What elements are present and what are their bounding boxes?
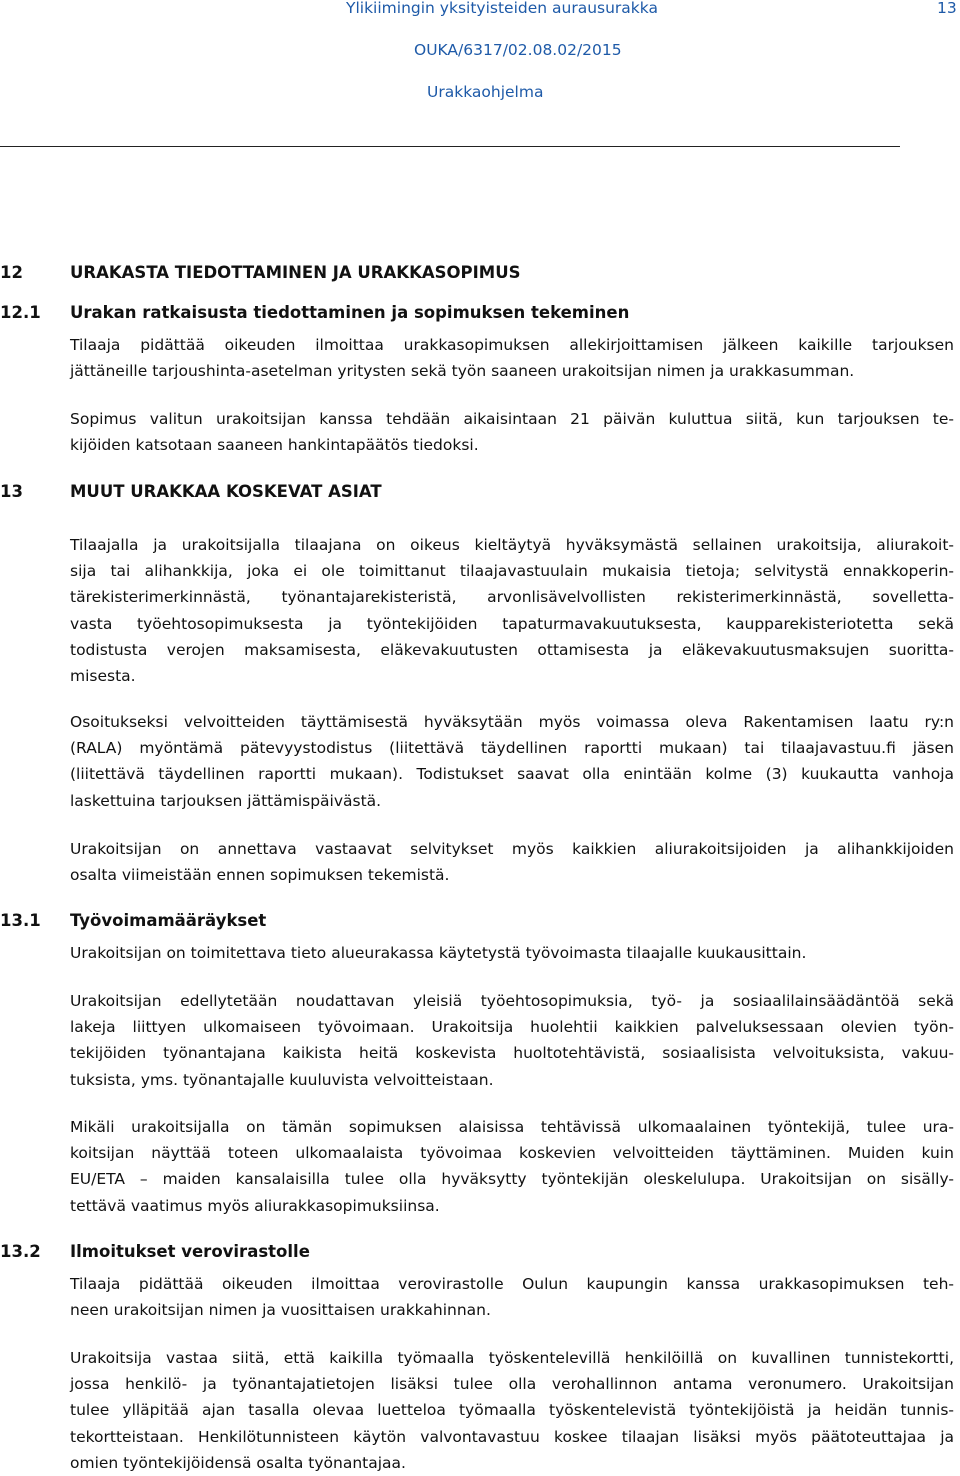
section-number: 13.1: [0, 911, 41, 930]
section-number: 13.2: [0, 1242, 41, 1261]
paragraph-line: vasta työehtosopimuksesta ja työntekijöiden tapaturmavakuutuksesta, kaupparekisteriotetta sekä: [70, 614, 954, 633]
paragraph-line: misesta.: [70, 667, 136, 686]
paragraph-line: Mikäli urakoitsijalla on tämän sopimuksen alaisissa tehtävissä ulkomaalainen työntekijä, tulee ura-: [70, 1118, 954, 1136]
paragraph-line: (liitettävä täydellinen raportti mukaan). Todistukset saavat olla enintään kolme (3) kuukautta vanhoja: [70, 765, 954, 784]
paragraph-13-1-b: [70, 988, 954, 1093]
section-title: URAKASTA TIEDOTTAMINEN JA URAKKASOPIMUS: [70, 263, 521, 282]
paragraph-12-1-b: [70, 406, 954, 458]
paragraph-13-2-a: [70, 1271, 954, 1323]
paragraph-line: kijöiden katsotaan saaneen hankintapäätös tiedoksi.: [70, 436, 479, 455]
paragraph-line: tulee ylläpitää ajan tasalla olevaa luetteloa työmaalla työskentelevistä työntekijöistä ja heidän tunnis-: [70, 1401, 954, 1420]
header-page-number: 13: [937, 0, 957, 17]
paragraph-line: Urakoitsijan on toimitettava tieto alueurakassa käytetystä työvoimasta tilaajalle kuukausittain.: [70, 944, 807, 962]
paragraph-line: omien työntekijöidensä osalta työnantajaa.: [70, 1453, 406, 1472]
paragraph-13-1-a: [70, 940, 954, 966]
paragraph-line: Urakoitsijan edellytetään noudattavan yleisiä työehtosopimuksia, työ- ja sosiaalilainsäädäntöä sekä: [70, 992, 954, 1010]
paragraph-line: Tilaajalla ja urakoitsijalla tilaajana on oikeus kieltäytyä hyväksymästä sellainen urakoitsija, aliurakoit-: [70, 536, 954, 554]
paragraph-line: laskettuina tarjouksen jättämispäivästä.: [70, 791, 382, 810]
paragraph-line: Urakoitsija vastaa siitä, että kaikilla työmaalla työskentelevillä henkilöillä on kuvallinen tunnistekortti,: [70, 1349, 954, 1367]
paragraph-line: tekortteistaan. Henkilötunnisteen käytön valvontavastuu koskee tilaajan lisäksi myös päätoteuttajaa ja: [70, 1427, 954, 1446]
paragraph-line: Sopimus valitun urakoitsijan kanssa tehdään aikaisintaan 21 päivän kuluttua siitä, kun tarjouksen te-: [70, 410, 954, 428]
paragraph-line: Urakoitsijan on annettava vastaavat selvitykset myös kaikkien aliurakoitsijoiden ja alihankkijoiden: [70, 840, 954, 858]
section-number: 12: [0, 263, 23, 282]
paragraph-13-a: [70, 532, 954, 689]
paragraph-13-c: [70, 836, 954, 888]
paragraph-line: jossa henkilö- ja työnantajatietojen lisäksi tulee olla verohallinnon antama veronumero. Urakoitsijan: [70, 1375, 954, 1394]
section-title: Työvoimamääräykset: [70, 911, 267, 930]
section-title: Ilmoitukset verovirastolle: [70, 1242, 310, 1261]
paragraph-line: Tilaaja pidättää oikeuden ilmoittaa urakkasopimuksen allekirjoittamisen jälkeen kaikille tarjouksen: [70, 336, 954, 354]
paragraph-line: lakeja liittyen ulkomaiseen työvoimaan. Urakoitsija huolehtii kaikkien palveluksessaan olevien työn-: [70, 1018, 954, 1037]
paragraph-line: jättäneille tarjoushinta-asetelman yritysten sekä työn saaneen urakoitsijan nimen ja urakkasumman.: [70, 362, 855, 381]
paragraph-13-1-c: [70, 1114, 954, 1219]
section-number: 12.1: [0, 303, 41, 322]
paragraph-line: tettävä vaatimus myös aliurakkasopimuksiinsa.: [70, 1196, 440, 1215]
paragraph-13-2-b: [70, 1345, 954, 1476]
header-reference-number: OUKA/6317/02.08.02/2015: [414, 41, 622, 59]
paragraph-line: tekijöiden työnantajana kaikista heitä koskevista huoltotehtävistä, sosiaalisista velvoituksista, vakuu-: [70, 1044, 954, 1063]
paragraph-12-1-a: [70, 332, 954, 384]
header-divider: [0, 146, 900, 147]
paragraph-line: Tilaaja pidättää oikeuden ilmoittaa verovirastolle Oulun kaupungin kanssa urakkasopimuksen teh-: [70, 1275, 954, 1293]
paragraph-line: todistusta verojen maksamisesta, eläkevakuutusten ottamisesta ja eläkevakuutusmaksujen suoritta-: [70, 640, 954, 659]
paragraph-line: EU/ETA – maiden kansalaisilla tulee olla hyväksytty työntekijän oleskelulupa. Urakoitsijan on sisälly-: [70, 1170, 954, 1189]
paragraph-line: tuksista, yms. työnantajalle kuuluvista velvoitteistaan.: [70, 1070, 494, 1089]
paragraph-line: tärekisterimerkinnästä, työnantajarekisteristä, arvonlisävelvollisten rekisterimerkinnästä, sovelletta-: [70, 588, 954, 607]
paragraph-line: koitsijan näyttää toteen ulkomaalaista työvoimaa koskevien velvoitteiden täyttäminen. Muiden kuin: [70, 1144, 954, 1163]
section-number: 13: [0, 482, 23, 501]
paragraph-line: osalta viimeistään ennen sopimuksen tekemistä.: [70, 866, 450, 885]
header-project-title: Ylikiimingin yksityisteiden aurausurakka: [346, 0, 658, 17]
paragraph-line: sija tai alihankkija, joka ei ole toimittanut tilaajavastuulain mukaisia tietoja; selvitystä ennakkoperin-: [70, 562, 954, 581]
section-title: Urakan ratkaisusta tiedottaminen ja sopimuksen tekeminen: [70, 303, 630, 322]
header-document-name: Urakkaohjelma: [427, 83, 544, 101]
paragraph-line: neen urakoitsijan nimen ja vuosittaisen urakkahinnan.: [70, 1301, 491, 1320]
paragraph-13-b: [70, 709, 954, 814]
section-title: MUUT URAKKAA KOSKEVAT ASIAT: [70, 482, 382, 501]
paragraph-line: Osoitukseksi velvoitteiden täyttämisestä hyväksytään myös voimassa oleva Rakentamisen laatu ry:n: [70, 713, 954, 731]
paragraph-line: (RALA) myöntämä pätevyystodistus (liitettävä täydellinen raportti mukaan) tai tilaajavastuu.fi jäsen: [70, 739, 954, 758]
